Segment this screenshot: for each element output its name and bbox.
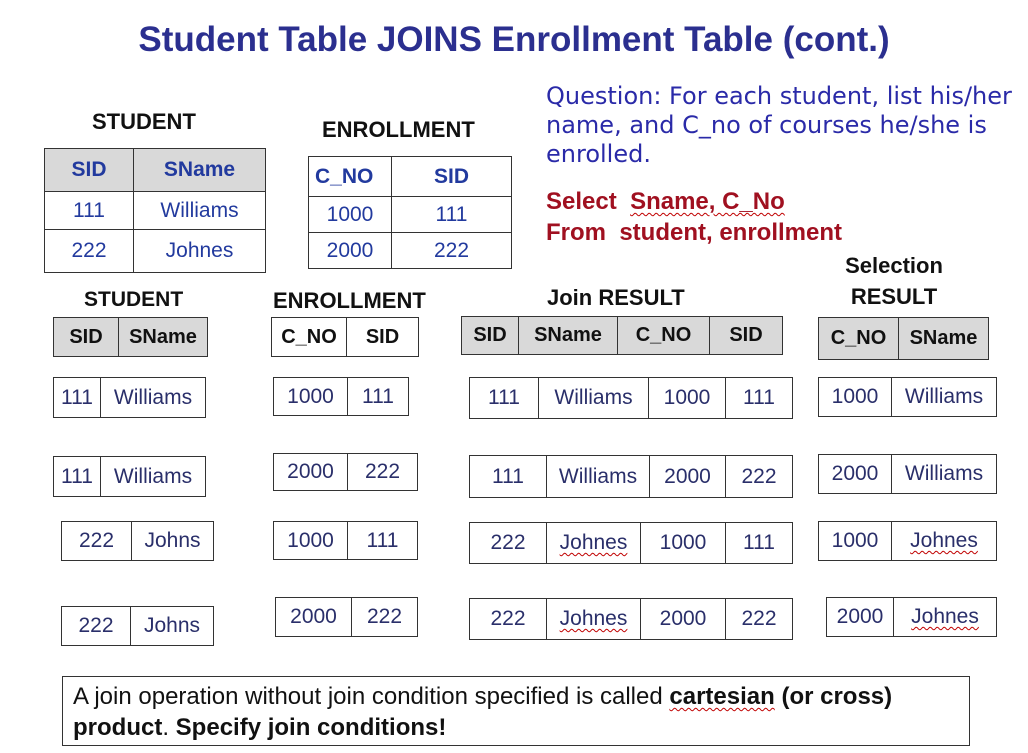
table-cell: 2000 <box>276 598 352 636</box>
table-cell: Williams <box>904 385 984 408</box>
bottom-enrollment-header <box>271 317 419 357</box>
table-row <box>818 377 997 417</box>
bottom-student-label: STUDENT <box>84 288 184 311</box>
header-cell: SID <box>462 317 519 354</box>
selection-result-header <box>818 317 989 360</box>
table-cell: 111 <box>366 528 399 552</box>
table-row <box>61 521 214 561</box>
table-cell: 222 <box>45 230 134 273</box>
selection-label-line1: Selection <box>845 253 943 278</box>
table-row <box>818 454 997 494</box>
table-cell: Johns <box>144 529 201 552</box>
table-cell: 222 <box>741 607 777 630</box>
table-cell: 222 <box>392 233 512 269</box>
table-cell: 1000 <box>274 378 348 415</box>
table-cell: 111 <box>470 456 547 497</box>
table-cell: 2000 <box>650 456 726 497</box>
top-student-label: STUDENT <box>92 109 196 134</box>
table-cell: 1000 <box>274 522 348 559</box>
table-row <box>469 455 793 498</box>
table-row <box>469 377 793 419</box>
header-cell: SID <box>710 317 782 354</box>
table-cell: 1000 <box>649 378 726 418</box>
table-row <box>61 606 214 646</box>
table-cell: Williams <box>539 378 649 418</box>
note-box <box>62 676 970 746</box>
header-cell: SName <box>119 318 207 356</box>
table-cell: 2000 <box>819 455 892 493</box>
table-cell: 222 <box>62 522 132 560</box>
sql-from-line: From student, enrollment <box>546 219 843 246</box>
top-enrollment-table <box>308 156 512 269</box>
table-cell: 2000 <box>827 598 894 636</box>
table-cell: Johnes <box>547 599 641 639</box>
table-cell: Johnes <box>547 523 641 563</box>
table-cell: 1000 <box>819 522 892 560</box>
table-cell: 111 <box>362 384 394 408</box>
bottom-enrollment-label: ENROLLMENT <box>273 288 426 313</box>
table-cell: 1000 <box>641 523 726 563</box>
table-cell: 111 <box>743 386 775 409</box>
table-cell: 222 <box>470 523 547 563</box>
table-cell: 222 <box>364 460 401 483</box>
table-cell: 1000 <box>819 378 892 416</box>
slide-title: Student Table JOINS Enrollment Table (cont.) <box>138 20 890 59</box>
table-row <box>273 521 418 560</box>
table-cell: Williams <box>904 462 984 485</box>
note-instruction: Specify join conditions! <box>175 714 447 741</box>
header-cell: C_NO <box>819 318 899 359</box>
table-cell: Johnes <box>911 605 979 628</box>
table-row <box>273 377 409 416</box>
header-cell: SName <box>134 149 266 192</box>
table-cell: Johnes <box>910 529 978 552</box>
table-cell: Johnes <box>134 230 266 273</box>
table-row <box>818 521 997 561</box>
table-cell: 222 <box>741 464 777 488</box>
table-row <box>826 597 997 637</box>
table-cell: Johns <box>143 614 201 637</box>
join-result-header <box>461 316 783 355</box>
header-cell: C_NO <box>309 157 392 197</box>
table-cell: Williams <box>547 456 650 497</box>
table-cell: 222 <box>62 607 131 645</box>
sql-select-columns: Sname, C_No <box>630 188 785 215</box>
sql-select-keyword: Select <box>546 188 617 215</box>
note-text-period: . <box>162 714 176 741</box>
table-cell: 2000 <box>641 599 726 639</box>
bottom-student-header <box>53 317 208 357</box>
table-cell: 2000 <box>274 454 348 490</box>
table-cell: 111 <box>54 378 101 417</box>
table-cell: 1000 <box>309 197 392 233</box>
table-cell: Williams <box>134 192 266 230</box>
table-cell: 111 <box>392 197 512 233</box>
table-row <box>275 597 418 637</box>
table-cell: 111 <box>470 378 539 418</box>
header-cell: C_NO <box>618 317 710 354</box>
note-bold-term: cartesian <box>669 683 775 710</box>
header-cell: SName <box>899 318 988 359</box>
sql-query <box>546 186 842 248</box>
note-bold-term-rest: (or cross) product <box>73 683 893 741</box>
table-row <box>469 598 793 640</box>
header-cell: SID <box>392 157 512 197</box>
header-cell: SID <box>347 318 418 356</box>
table-cell: Williams <box>113 385 193 409</box>
header-cell: SID <box>45 149 134 192</box>
note-text: A join operation without join condition specified is called <box>73 683 670 710</box>
header-cell: SID <box>54 318 119 356</box>
table-cell: 111 <box>54 457 101 496</box>
selection-label-line2: RESULT <box>850 284 938 309</box>
selection-result-label <box>818 250 970 312</box>
header-cell: C_NO <box>272 318 347 356</box>
table-cell: Williams <box>113 464 193 488</box>
table-row <box>53 377 206 418</box>
table-cell: 222 <box>366 605 403 628</box>
table-row <box>53 456 206 497</box>
table-cell: 111 <box>45 192 134 230</box>
join-result-label: Join RESULT <box>547 285 685 310</box>
top-student-table <box>44 148 266 273</box>
table-cell: 111 <box>743 531 775 554</box>
header-cell: SName <box>519 317 618 354</box>
top-enrollment-label: ENROLLMENT <box>322 117 475 142</box>
table-row <box>273 453 418 491</box>
table-cell: 2000 <box>309 233 392 269</box>
table-cell: 222 <box>470 599 547 639</box>
table-row <box>469 522 793 564</box>
question-text: Question: For each student, list his/her name, and C_no of courses he/she is enrolled. <box>546 82 1012 168</box>
